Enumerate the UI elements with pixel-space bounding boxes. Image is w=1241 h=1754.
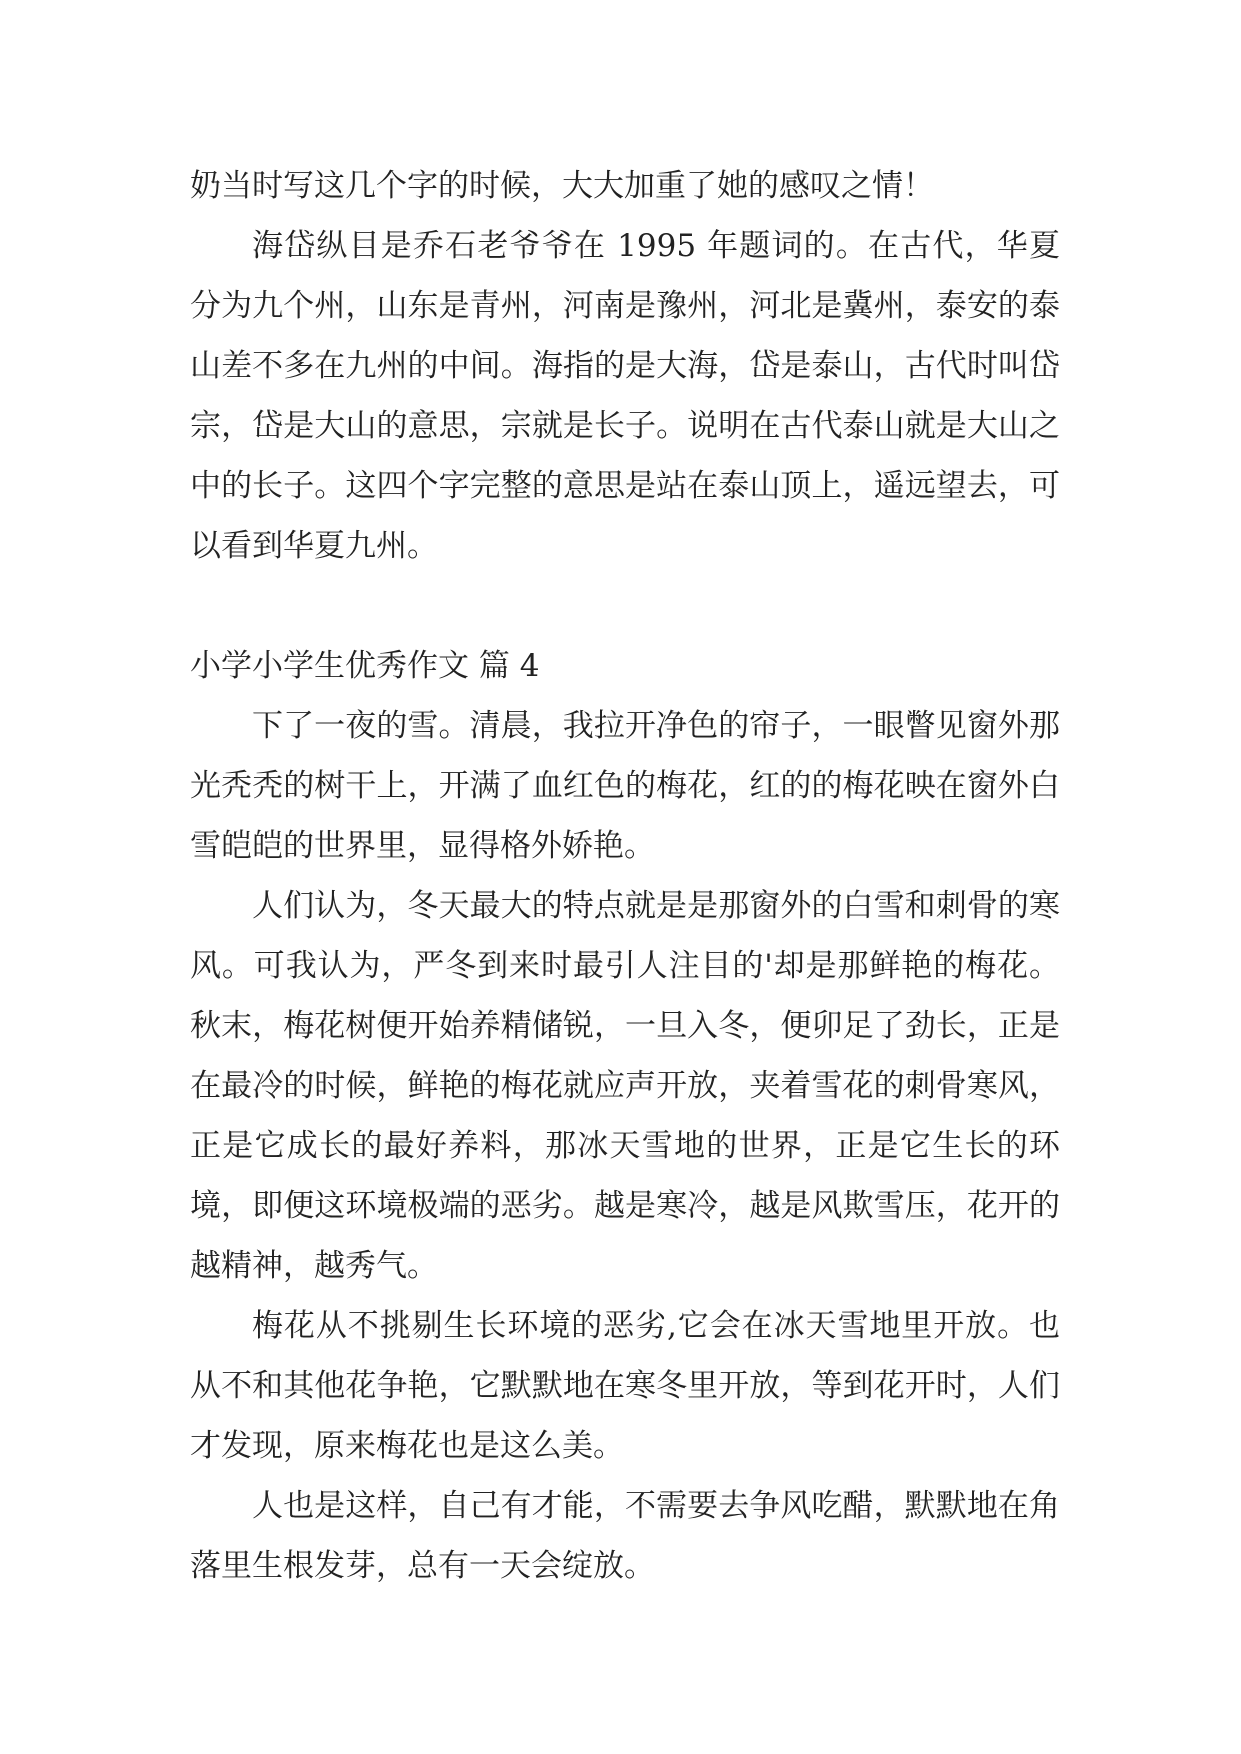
paragraph: 人也是这样，自己有才能，不需要去争风吃醋，默默地在角落里生根发芽，总有一天会绽放。 [190, 1488, 1060, 1584]
document-body [190, 156, 1060, 1596]
paragraph: 人们认为，冬天最大的特点就是是那窗外的白雪和刺骨的寒风。可我认为，严冬到来时最引人注目的'却是那鲜艳的梅花。秋末，梅花树便开始养精储锐，一旦入冬，便卯足了劲长，正是在最冷的时候，鲜艳的梅花就应声开放，夹着雪花的刺骨寒风，正是它成长的最好养料，那冰天雪地的世界，正是它生长的环境，即便这环境极端的恶劣。越是寒冷，越是风欺雪压，花开的越精神，越秀气。 [190, 888, 1060, 1284]
paragraph-haidai: 海岱纵目是乔石老爷爷在 1995 年题词的。在古代，华夏分为九个州，山东是青州，河南是豫州，河北是冀州，泰安的泰山差不多在九州的中间。海指的是大海，岱是泰山，古代时叫岱宗，岱是大山的意思，宗就是长子。说明在古代泰山就是大山之中的长子。这四个字完整的意思是站在泰山顶上，遥远望去，可以看到华夏九州。 [190, 228, 1060, 564]
paragraph: 梅花从不挑剔生长环境的恶劣,它会在冰天雪地里开放。也从不和其他花争艳，它默默地在寒冬里开放，等到花开时，人们才发现，原来梅花也是这么美。 [190, 1308, 1060, 1464]
section-heading: 小学小学生优秀作文 篇 4 [190, 648, 540, 684]
continued-paragraph: 奶当时写这几个字的时候，大大加重了她的感叹之情！ [190, 168, 934, 204]
paragraph: 下了一夜的雪。清晨，我拉开净色的帘子，一眼瞥见窗外那光秃秃的树干上，开满了血红色的梅花，红的的梅花映在窗外白雪皑皑的世界里，显得格外娇艳。 [190, 708, 1060, 864]
